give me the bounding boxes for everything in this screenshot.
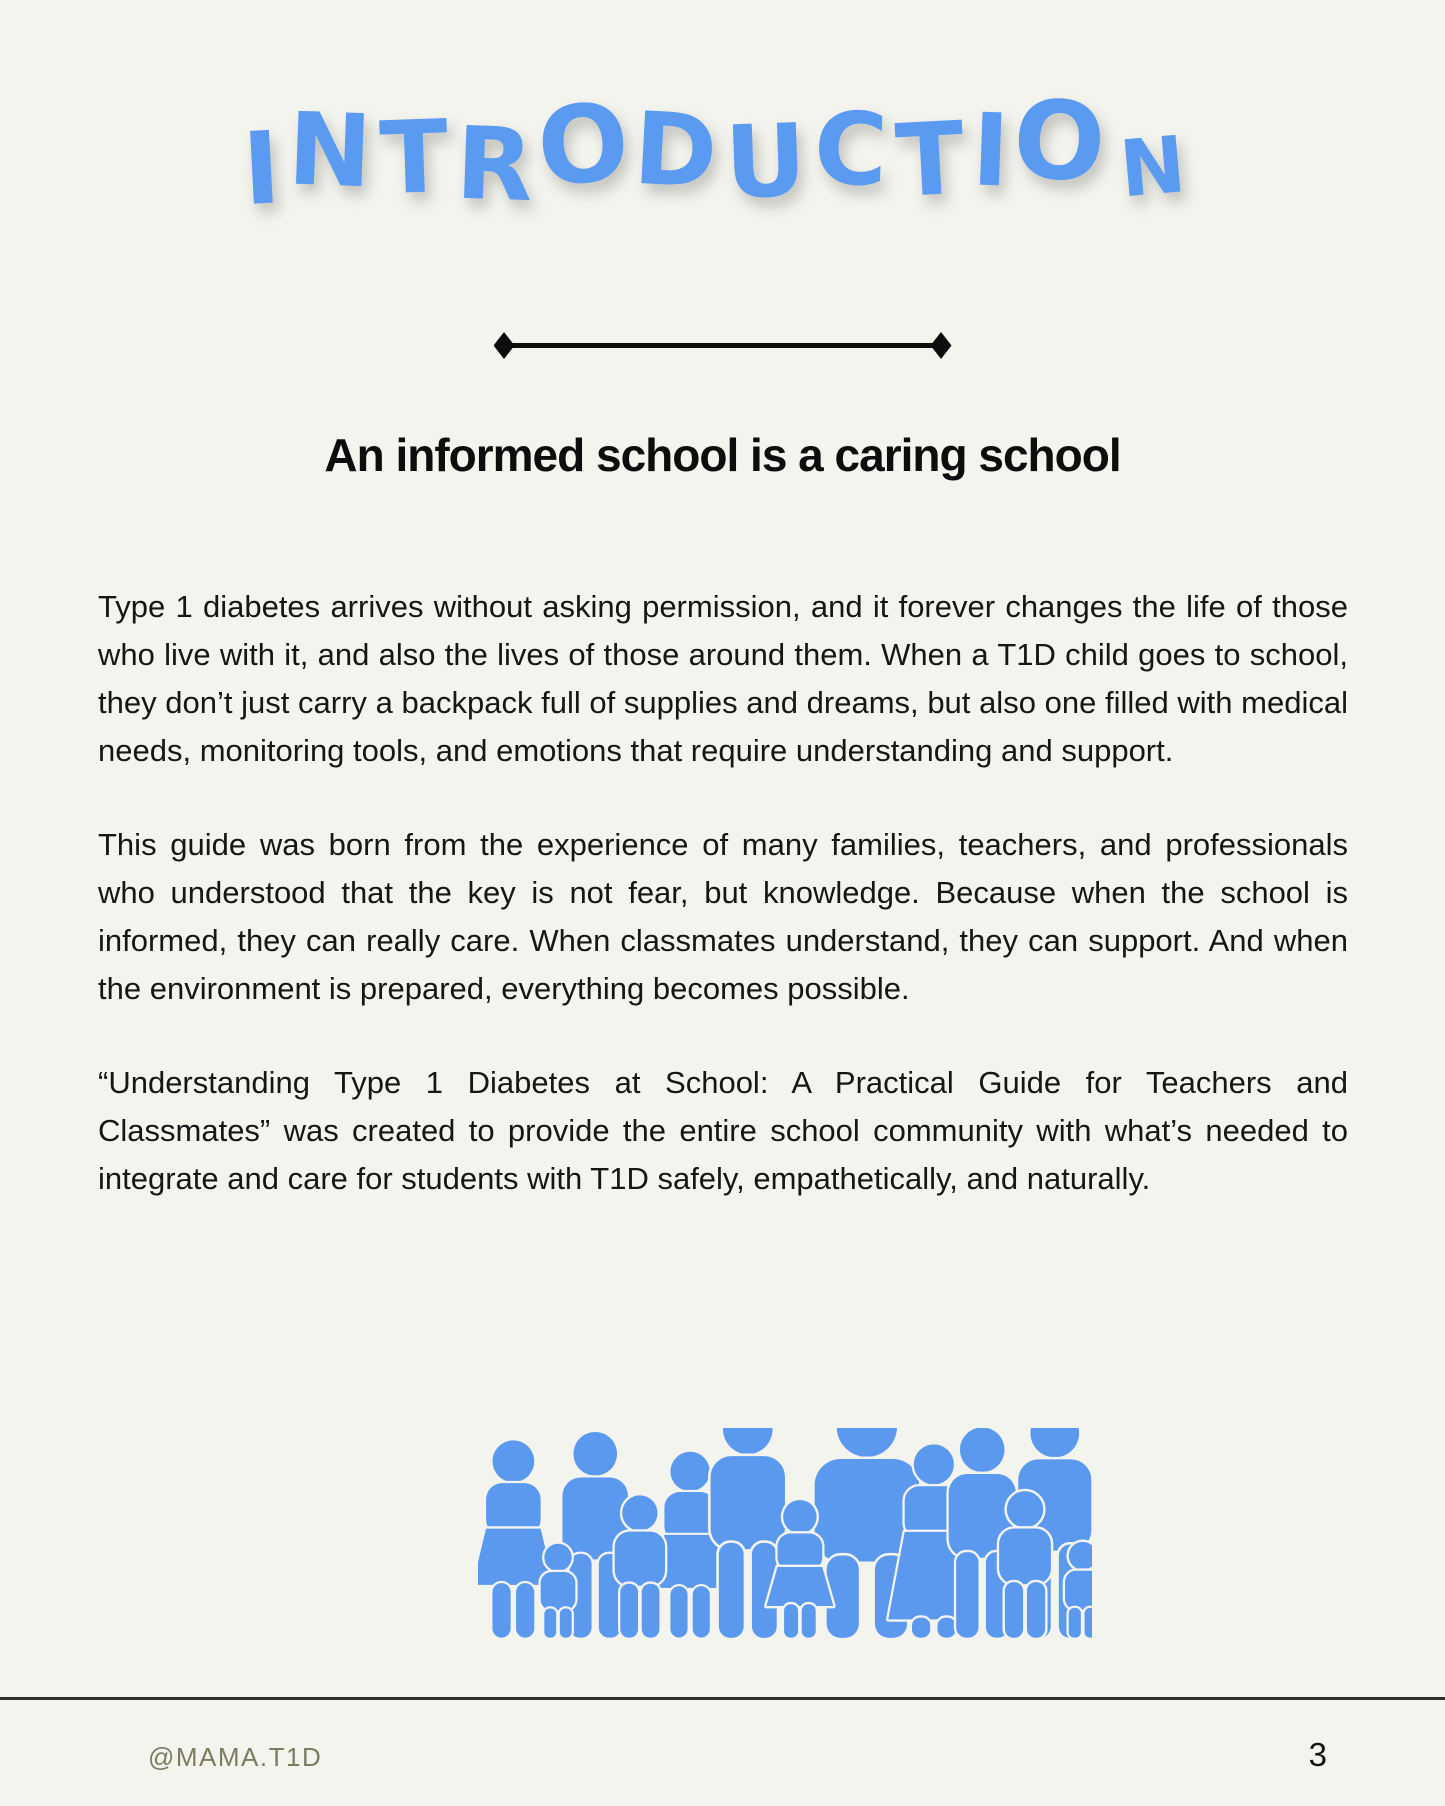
social-handle: @MAMA.T1D: [148, 1742, 323, 1772]
body-paragraph: Type 1 diabetes arrives without asking permission, and it forever changes the life of those who live with it, and also the lives of those around them. When a T1D child goes to school, they don’t just carry a backpack full of supplies and dreams, but also one filled with medical needs, monitoring tools, and emotions that require understanding and support.: [98, 589, 1348, 768]
title-block: [0, 74, 1445, 229]
divider-line: [511, 343, 935, 348]
family-crowd-illustration: [478, 1428, 1092, 1652]
section-divider: [494, 332, 952, 359]
body-paragraph: This guide was born from the experience of many families, teachers, and professionals who understood that the key is not fear, but knowledge. Because when the school is informed, they can really care. When classmates understand, they can support. And when the environment is prepared, everything becomes possible.: [98, 827, 1348, 1006]
family-crowd-icon: [478, 1428, 1092, 1652]
body-text: [98, 583, 1348, 1249]
page-footer: [0, 1697, 1445, 1774]
page-number: 3: [1308, 1736, 1327, 1773]
diamond-end-icon: [931, 332, 952, 359]
body-paragraph: “Understanding Type 1 Diabetes at School: A Practical Guide for Teachers and Classmates” was created to provide the entire school community with what’s needed to integrate and care for students with T1D safely, empathetically, and naturally.: [98, 1065, 1348, 1196]
section-subtitle: An informed school is a caring school: [324, 429, 1121, 481]
page-title: INTRODUCTION: [239, 74, 1196, 229]
footer-row: [0, 1700, 1445, 1774]
diamond-end-icon: [494, 332, 515, 359]
